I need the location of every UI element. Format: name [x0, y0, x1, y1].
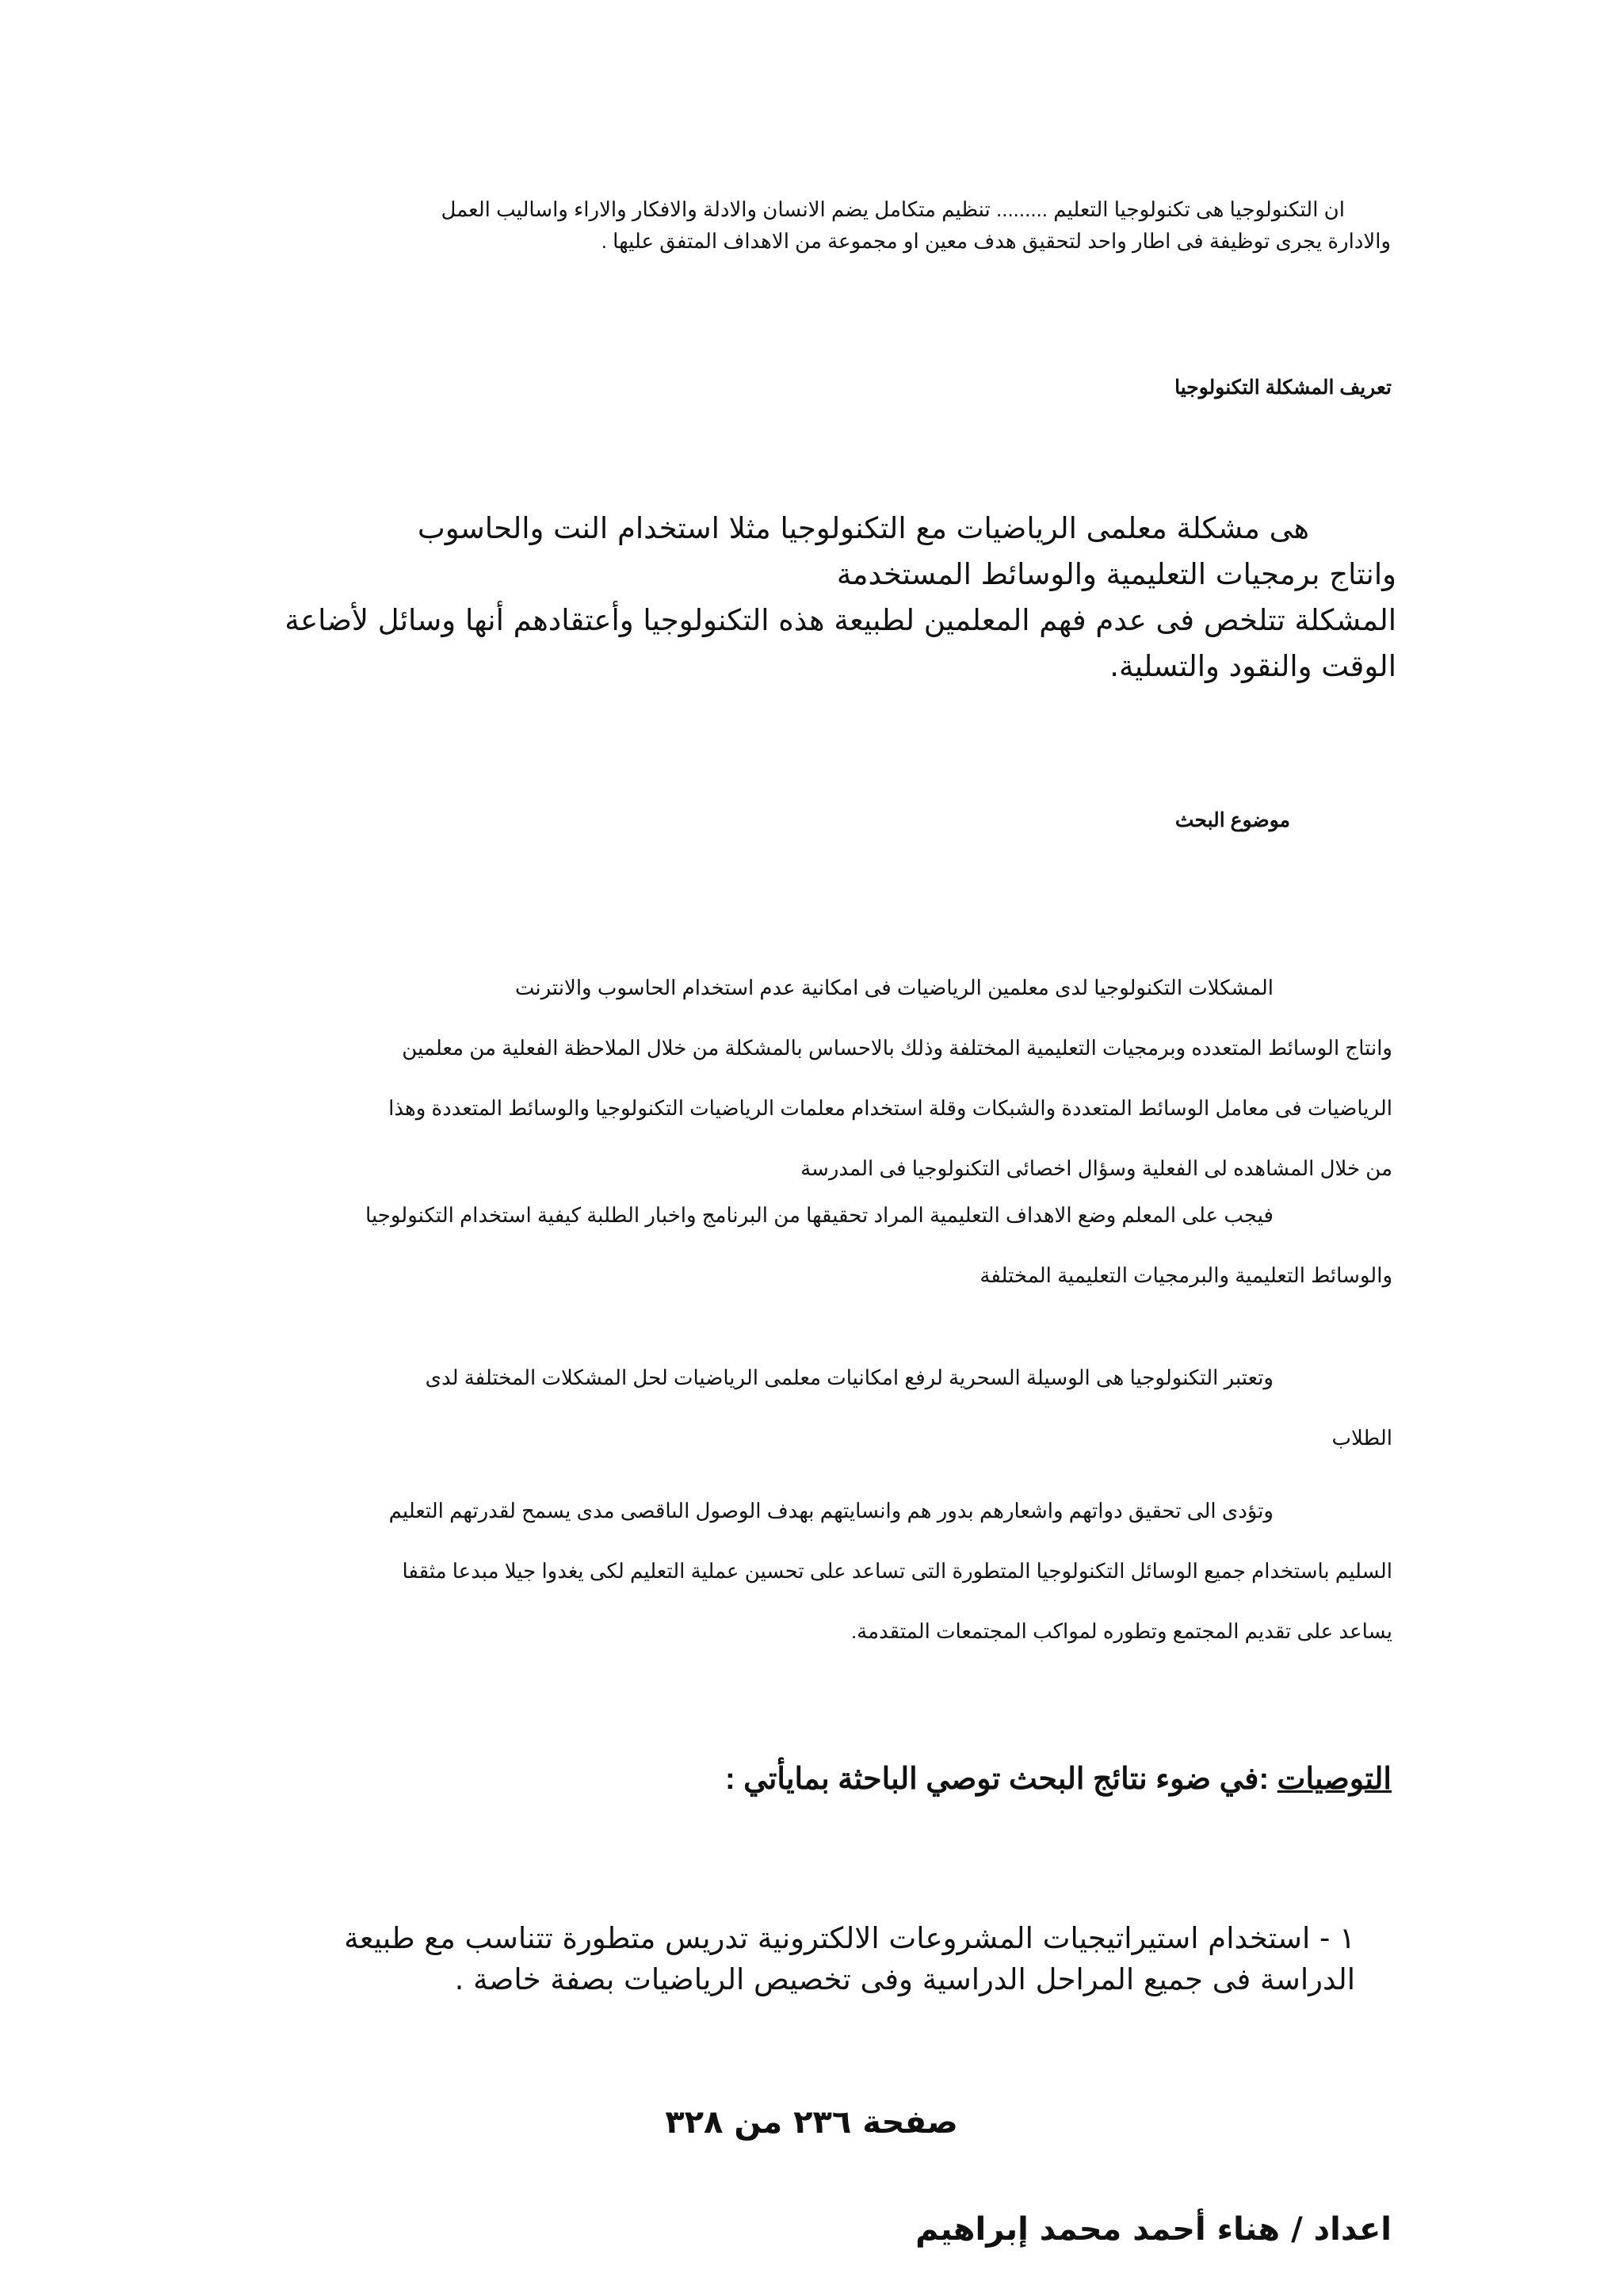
paragraph4-line-1: وتؤدى الى تحقيق دواتهم واشعارهم بدور هم وانسايتهم بهدف الوصول الىاقصى مدى يسمح لقدرتهم التعليم	[388, 1499, 1274, 1522]
paragraph1-line-3: الرياضيات فى معامل الوسائط المتعددة والشبكات وقلة استخدام معلمات الرياضيات التكنولوجيا والوسائط المتعددة وهذا	[388, 1096, 1392, 1120]
item1-line-1: ١ - استخدام استيراتيجيات المشروعات الالكترونية تدريس متطورة تتناسب مع طبيعة	[344, 1921, 1355, 1955]
research-paragraph-3	[262, 1347, 1392, 1468]
paragraph3-line-1: وتعتبر التكنولوجيا هى الوسيلة السحرية لرفع امكانيات معلمى الرياضيات لحل المشكلات المختلفة لدى	[425, 1366, 1274, 1389]
definition-heading: تعريف المشكلة التكنولوجيا	[1174, 376, 1392, 399]
paragraph2-line-2: والوسائط التعليمية والبرمجيات التعليمية المختلفة	[980, 1263, 1392, 1287]
definition-line-2: وانتاج برمجيات التعليمية والوسائط المستخدمة	[836, 557, 1396, 591]
paragraph1-line-4: من خلال المشاهده لى الفعلية وسؤال اخصائى التكنولوجيا فى المدرسة	[800, 1156, 1392, 1180]
recommendations-label: التوصيات	[1277, 1763, 1392, 1796]
research-paragraph-2	[246, 1185, 1392, 1305]
paragraph1-line-2: وانتاج الوسائط المتعدده وبرمجيات التعليمية المختلفة وذلك بالاحساس بالمشكلة من خلال الملاحظة الفعلية من معلمين	[402, 1036, 1392, 1060]
paragraph3-line-2: الطلاب	[1331, 1426, 1392, 1450]
definition-paragraph	[277, 506, 1396, 690]
intro-line-2: والادارة يجرى توظيفة فى اطار واحد لتحقيق هدف معين او مجموعة من الاهداف المتفق عليها .	[601, 229, 1391, 253]
topic-heading: موضوع البحث	[1174, 809, 1290, 831]
recommendations-text: :في ضوء نتائج البحث توصي الباحثة بمايأتي :	[724, 1763, 1270, 1796]
intro-line-1: ان التكنولوجيا هى تكنولوجيا التعليم ......... تنظيم متكامل يضم الانسان والادلة والافكار والاراء واساليب العمل	[441, 197, 1345, 221]
page-number	[0, 2104, 1623, 2141]
research-paragraph-1	[262, 957, 1392, 1198]
paragraph1-line-1: المشكلات التكنولوجيا لدى معلمين الرياضيات فى امكانية عدم استخدام الحاسوب والانترنت	[514, 976, 1274, 999]
recommendation-item-1	[277, 1918, 1355, 2000]
paragraph4-line-2: السليم باستخدام جميع الوسائل التكنولوجيا المتطورة التى تساعد على تحسين عملية التعليم لكى يغدوا جيلا مبدعا مثقفا	[402, 1559, 1392, 1583]
author-credit: اعداد / هناء أحمد محمد إبراهيم	[915, 2211, 1392, 2248]
definition-line-1: هى مشكلة معلمى الرياضيات مع التكنولوجيا مثلا استخدام النت والحاسوب	[417, 511, 1309, 545]
recommendations-heading	[725, 1761, 1392, 1797]
definition-line-3: المشكلة تتلخص فى عدم فهم المعلمين لطبيعة هذه التكنولوجيا وأعتقادهم أنها وسائل لأضاعة	[285, 603, 1396, 637]
intro-paragraph	[252, 193, 1391, 257]
page-number-label: صفحة ٢٣٦ من ٣٢٨	[665, 2104, 958, 2141]
research-paragraph-4	[262, 1480, 1392, 1661]
item1-line-2: الدراسة فى جميع المراحل الدراسية وفى تخصيص الرياضيات بصفة خاصة .	[454, 1962, 1355, 1996]
definition-line-4: الوقت والنقود والتسلية.	[1109, 649, 1396, 683]
paragraph4-line-3: يساعد على تقديم المجتمع وتطوره لمواكب المجتمعات المتقدمة.	[850, 1619, 1392, 1643]
paragraph2-line-1: فيجب على المعلم وضع الاهداف التعليمية المراد تحقيقها من البرنامج واخبار الطلبة كيفية استخدام التكنولوجيا	[365, 1203, 1274, 1227]
